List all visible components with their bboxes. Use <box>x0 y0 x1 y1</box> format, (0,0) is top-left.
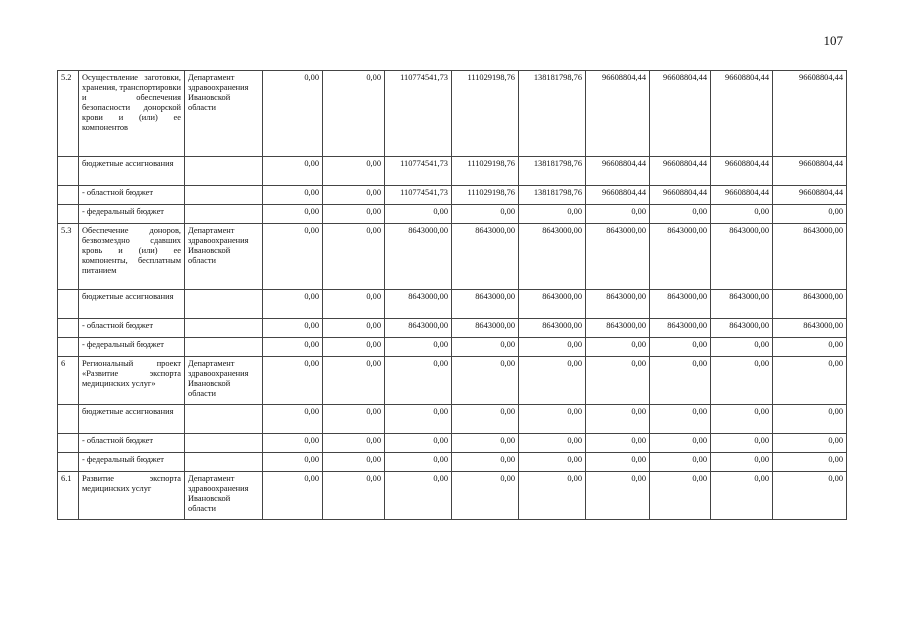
table-row <box>58 319 847 338</box>
row-value: 96608804,44 <box>650 71 711 157</box>
row-value: 0,00 <box>586 338 650 357</box>
row-value: 111029198,76 <box>452 157 519 186</box>
row-value: 0,00 <box>586 472 650 520</box>
row-name: бюджетные ассигнования <box>79 405 185 434</box>
row-value: 110774541,73 <box>385 157 452 186</box>
row-value: 0,00 <box>263 186 323 205</box>
row-value: 0,00 <box>263 357 323 405</box>
row-value: 8643000,00 <box>452 319 519 338</box>
row-value: 0,00 <box>519 205 586 224</box>
table-row <box>58 157 847 186</box>
row-value: 8643000,00 <box>586 224 650 290</box>
row-value: 96608804,44 <box>773 71 847 157</box>
row-value: 0,00 <box>650 205 711 224</box>
row-value: 0,00 <box>323 290 385 319</box>
row-value: 8643000,00 <box>452 224 519 290</box>
row-value: 8643000,00 <box>586 290 650 319</box>
row-name: Региональный проект «Развитие экспорта медицинских услуг» <box>79 357 185 405</box>
table-row <box>58 71 847 157</box>
row-value: 8643000,00 <box>773 319 847 338</box>
row-value: 8643000,00 <box>773 290 847 319</box>
row-name: - федеральный бюджет <box>79 205 185 224</box>
row-value: 8643000,00 <box>586 319 650 338</box>
row-value: 0,00 <box>452 405 519 434</box>
row-value: 0,00 <box>519 357 586 405</box>
row-value: 0,00 <box>711 405 773 434</box>
row-value: 0,00 <box>323 224 385 290</box>
row-department <box>185 453 263 472</box>
row-value: 96608804,44 <box>650 186 711 205</box>
row-name: - областной бюджет <box>79 319 185 338</box>
row-value: 0,00 <box>323 157 385 186</box>
row-department <box>185 434 263 453</box>
row-value: 138181798,76 <box>519 157 586 186</box>
row-code <box>58 205 79 224</box>
row-value: 0,00 <box>519 338 586 357</box>
row-department <box>185 319 263 338</box>
row-value: 0,00 <box>452 472 519 520</box>
row-value: 111029198,76 <box>452 71 519 157</box>
row-name: Развитие экспорта медицинских услуг <box>79 472 185 520</box>
row-value: 0,00 <box>263 224 323 290</box>
row-value: 138181798,76 <box>519 71 586 157</box>
row-value: 8643000,00 <box>519 319 586 338</box>
row-name: бюджетные ассигнования <box>79 157 185 186</box>
row-code: 5.3 <box>58 224 79 290</box>
row-value: 0,00 <box>385 434 452 453</box>
table-row <box>58 186 847 205</box>
row-value: 0,00 <box>323 71 385 157</box>
row-value: 0,00 <box>773 205 847 224</box>
row-code: 6 <box>58 357 79 405</box>
row-code: 5.2 <box>58 71 79 157</box>
row-value: 0,00 <box>323 205 385 224</box>
table-row <box>58 357 847 405</box>
row-value: 0,00 <box>519 453 586 472</box>
row-name: бюджетные ассигнования <box>79 290 185 319</box>
row-code <box>58 290 79 319</box>
row-code <box>58 186 79 205</box>
row-value: 0,00 <box>773 357 847 405</box>
row-value: 8643000,00 <box>650 290 711 319</box>
row-value: 111029198,76 <box>452 186 519 205</box>
row-department: Департамент здравоохранения Ивановской области <box>185 71 263 157</box>
row-value: 0,00 <box>385 472 452 520</box>
row-name: - федеральный бюджет <box>79 453 185 472</box>
row-value: 0,00 <box>650 472 711 520</box>
row-value: 0,00 <box>650 434 711 453</box>
row-value: 0,00 <box>385 453 452 472</box>
row-value: 0,00 <box>263 338 323 357</box>
row-code <box>58 319 79 338</box>
row-value: 0,00 <box>263 319 323 338</box>
table-row <box>58 205 847 224</box>
row-value: 96608804,44 <box>711 157 773 186</box>
row-department <box>185 205 263 224</box>
row-name: Осуществление заготовки, хранения, транспортировки и обеспечения безопасности донорской крови и (или) ее компонентов <box>79 71 185 157</box>
row-department <box>185 405 263 434</box>
row-value: 0,00 <box>650 338 711 357</box>
row-code <box>58 338 79 357</box>
row-value: 0,00 <box>263 205 323 224</box>
row-department: Департамент здравоохранения Ивановской области <box>185 357 263 405</box>
row-value: 8643000,00 <box>385 290 452 319</box>
row-value: 0,00 <box>773 434 847 453</box>
row-value: 0,00 <box>263 290 323 319</box>
row-value: 96608804,44 <box>650 157 711 186</box>
row-value: 0,00 <box>323 434 385 453</box>
row-value: 0,00 <box>586 405 650 434</box>
table-row <box>58 472 847 520</box>
row-value: 0,00 <box>586 357 650 405</box>
row-value: 0,00 <box>586 453 650 472</box>
row-value: 110774541,73 <box>385 71 452 157</box>
row-value: 0,00 <box>586 205 650 224</box>
row-value: 0,00 <box>519 405 586 434</box>
row-value: 0,00 <box>452 205 519 224</box>
row-code <box>58 157 79 186</box>
row-value: 0,00 <box>711 338 773 357</box>
row-value: 0,00 <box>323 453 385 472</box>
row-name: - областной бюджет <box>79 434 185 453</box>
table-row <box>58 290 847 319</box>
row-value: 0,00 <box>711 357 773 405</box>
row-value: 0,00 <box>452 434 519 453</box>
row-value: 0,00 <box>323 405 385 434</box>
budget-table <box>57 70 847 520</box>
row-value: 0,00 <box>650 453 711 472</box>
row-department <box>185 157 263 186</box>
row-value: 0,00 <box>452 338 519 357</box>
row-value: 96608804,44 <box>586 157 650 186</box>
row-value: 0,00 <box>323 319 385 338</box>
row-value: 0,00 <box>385 357 452 405</box>
row-value: 8643000,00 <box>773 224 847 290</box>
row-value: 8643000,00 <box>711 224 773 290</box>
row-value: 0,00 <box>711 205 773 224</box>
row-value: 0,00 <box>650 405 711 434</box>
row-value: 0,00 <box>263 472 323 520</box>
row-value: 0,00 <box>263 157 323 186</box>
row-value: 8643000,00 <box>650 319 711 338</box>
row-value: 0,00 <box>519 472 586 520</box>
row-value: 0,00 <box>586 434 650 453</box>
row-code: 6.1 <box>58 472 79 520</box>
row-value: 0,00 <box>323 186 385 205</box>
row-value: 0,00 <box>711 453 773 472</box>
row-value: 0,00 <box>452 453 519 472</box>
table-row <box>58 405 847 434</box>
row-value: 138181798,76 <box>519 186 586 205</box>
row-code <box>58 434 79 453</box>
row-department: Департамент здравоохранения Ивановской области <box>185 472 263 520</box>
table-row <box>58 453 847 472</box>
row-value: 96608804,44 <box>711 186 773 205</box>
row-value: 0,00 <box>711 472 773 520</box>
table-row <box>58 224 847 290</box>
row-value: 8643000,00 <box>519 224 586 290</box>
row-department <box>185 290 263 319</box>
row-value: 0,00 <box>773 338 847 357</box>
row-value: 96608804,44 <box>586 186 650 205</box>
row-value: 8643000,00 <box>385 224 452 290</box>
row-value: 96608804,44 <box>711 71 773 157</box>
row-name: - областной бюджет <box>79 186 185 205</box>
row-value: 110774541,73 <box>385 186 452 205</box>
row-code <box>58 453 79 472</box>
row-value: 8643000,00 <box>650 224 711 290</box>
table-row <box>58 338 847 357</box>
row-value: 0,00 <box>385 338 452 357</box>
row-value: 0,00 <box>263 453 323 472</box>
table-body <box>58 71 847 520</box>
row-value: 8643000,00 <box>519 290 586 319</box>
row-value: 0,00 <box>650 357 711 405</box>
row-name: - федеральный бюджет <box>79 338 185 357</box>
row-value: 0,00 <box>773 472 847 520</box>
row-value: 0,00 <box>263 434 323 453</box>
row-code <box>58 405 79 434</box>
row-value: 0,00 <box>773 453 847 472</box>
row-value: 0,00 <box>385 205 452 224</box>
row-value: 0,00 <box>263 71 323 157</box>
table-row <box>58 434 847 453</box>
row-name: Обеспечение доноров, безвозмездно сдавших кровь и (или) ее компоненты, бесплатным питанием <box>79 224 185 290</box>
row-value: 0,00 <box>323 357 385 405</box>
row-value: 8643000,00 <box>385 319 452 338</box>
page-number: 107 <box>823 33 843 48</box>
row-value: 8643000,00 <box>711 319 773 338</box>
row-value: 0,00 <box>452 357 519 405</box>
row-value: 8643000,00 <box>452 290 519 319</box>
row-value: 96608804,44 <box>773 157 847 186</box>
row-value: 96608804,44 <box>586 71 650 157</box>
row-value: 0,00 <box>519 434 586 453</box>
row-value: 0,00 <box>711 434 773 453</box>
row-value: 0,00 <box>385 405 452 434</box>
row-department: Департамент здравоохранения Ивановской области <box>185 224 263 290</box>
row-department <box>185 186 263 205</box>
row-value: 0,00 <box>323 338 385 357</box>
row-department <box>185 338 263 357</box>
row-value: 96608804,44 <box>773 186 847 205</box>
row-value: 0,00 <box>323 472 385 520</box>
row-value: 0,00 <box>773 405 847 434</box>
row-value: 8643000,00 <box>711 290 773 319</box>
row-value: 0,00 <box>263 405 323 434</box>
